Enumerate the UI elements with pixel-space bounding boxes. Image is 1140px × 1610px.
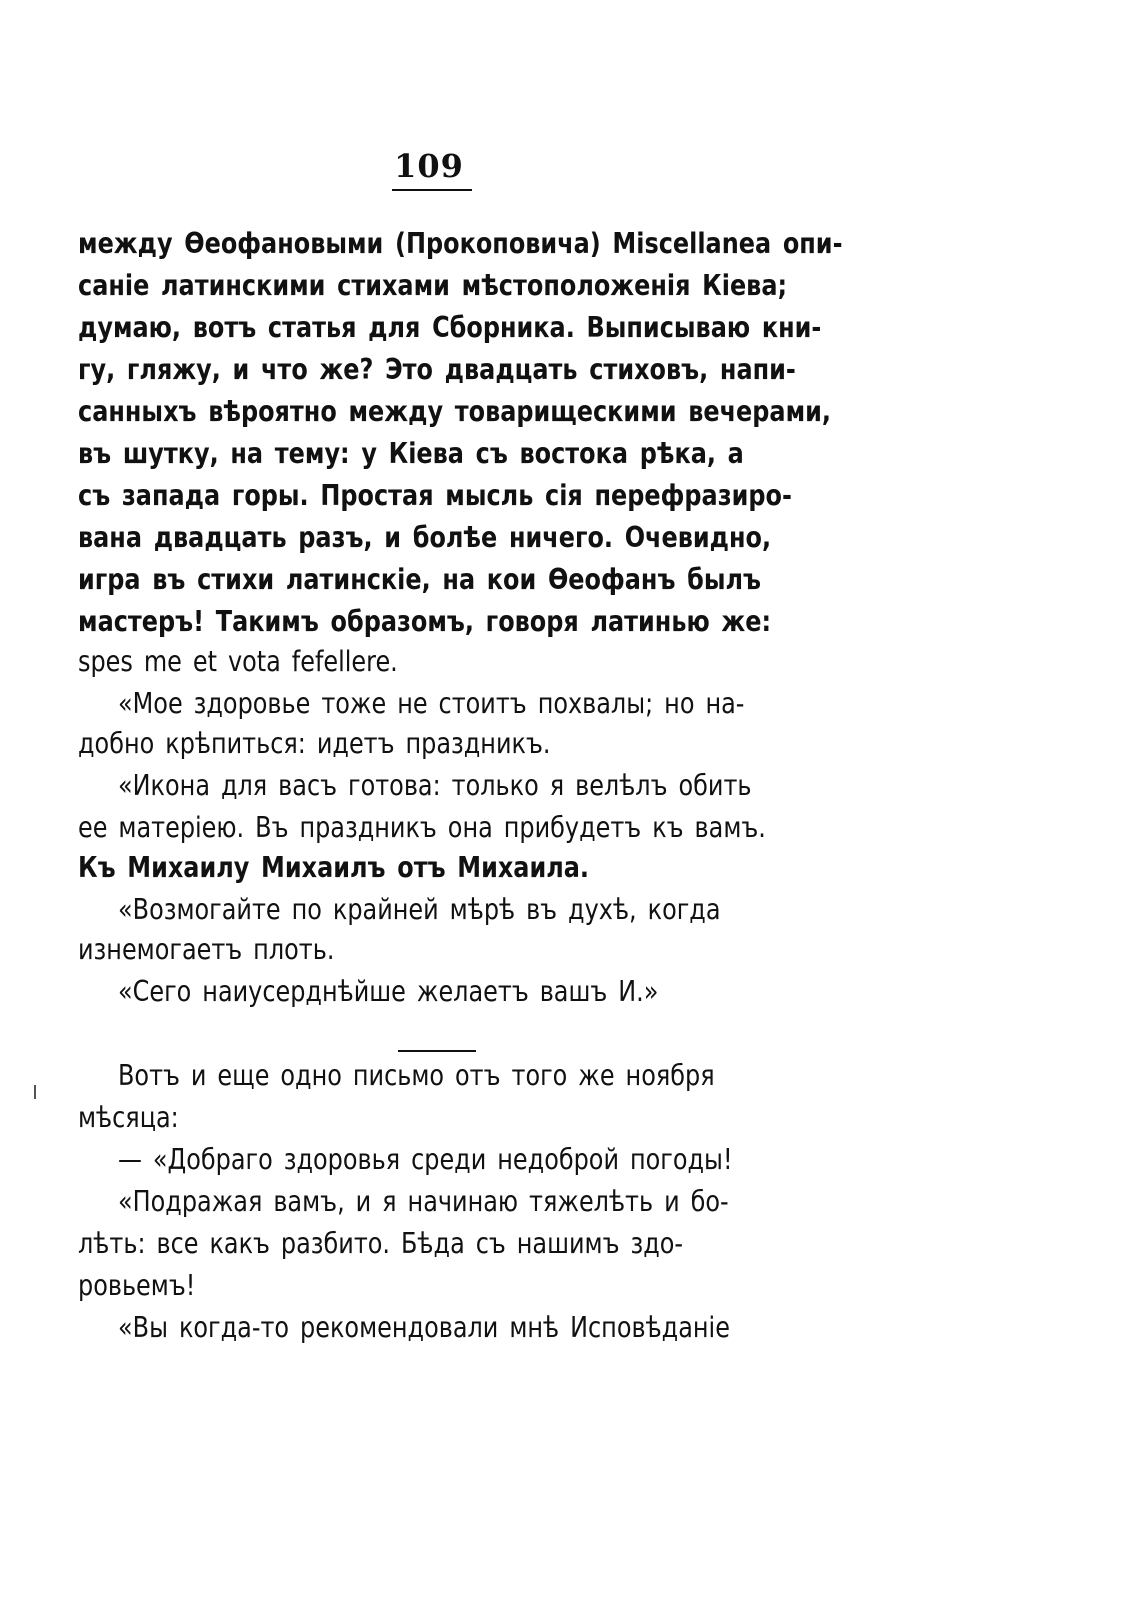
text-line: мѣсяца: <box>78 1101 179 1134</box>
text-line: «Мое здоровье тоже не стоитъ похвалы; но на- <box>118 687 745 720</box>
text-line: ровьемъ! <box>78 1269 196 1302</box>
text-line: ее матеріею. Въ праздникъ она прибудетъ къ вамъ. <box>78 811 766 844</box>
text-line: «Сего наиусерднѣйше желаетъ вашъ И.» <box>118 975 659 1008</box>
text-line: думаю, вотъ статья для Сборника. Выписываю кни- <box>78 311 822 344</box>
text-line: между Ѳеофановыми (Прокоповича) Miscellanea опи- <box>78 227 843 260</box>
text-line: лѣть: все какъ разбито. Бѣда съ нашимъ здо- <box>78 1227 684 1260</box>
text-line: саніе латинскими стихами мѣстоположенія Кіева; <box>78 269 788 302</box>
text-line: «Вы когда-то рекомендовали мнѣ Исповѣданіе <box>118 1311 730 1344</box>
text-line: вана двадцать разъ, и болѣе ничего. Очевидно, <box>78 521 772 554</box>
page-number-underline <box>392 189 472 191</box>
text-line: «Подражая вамъ, и я начинаю тяжелѣть и бо- <box>118 1185 729 1218</box>
text-line: «Икона для васъ готова: только я велѣлъ обить <box>118 769 752 802</box>
text-line: добно крѣпиться: идетъ праздникъ. <box>78 727 551 760</box>
text-line: санныхъ вѣроятно между товарищескими вечерами, <box>78 395 832 428</box>
text-line: — «Добраго здоровья среди недоброй погоды! <box>118 1143 733 1176</box>
text-line: Къ Михаилу Михаилъ отъ Михаила. <box>78 851 590 884</box>
text-line: гу, гляжу, и что же? Это двадцать стиховъ, напи- <box>78 353 796 386</box>
text-line: «Возмогайте по крайней мѣрѣ въ духѣ, когда <box>118 893 721 926</box>
text-line: изнемогаетъ плоть. <box>78 933 335 966</box>
text-line: съ запада горы. Простая мысль сія перефразиро- <box>78 479 792 512</box>
section-divider <box>398 1050 476 1052</box>
text-line: spes me et vota fefellere. <box>78 645 398 678</box>
text-line: въ шутку, на тему: у Кіева съ востока рѣка, а <box>78 437 744 470</box>
scan-edge-mark <box>34 1085 36 1099</box>
text-line: мастеръ! Такимъ образомъ, говоря латинью же: <box>78 605 772 638</box>
page-number: 109 <box>394 147 464 185</box>
text-line: игра въ стихи латинскіе, на кои Ѳеофанъ былъ <box>78 563 762 596</box>
text-line: Вотъ и еще одно письмо отъ того же ноября <box>118 1059 715 1092</box>
